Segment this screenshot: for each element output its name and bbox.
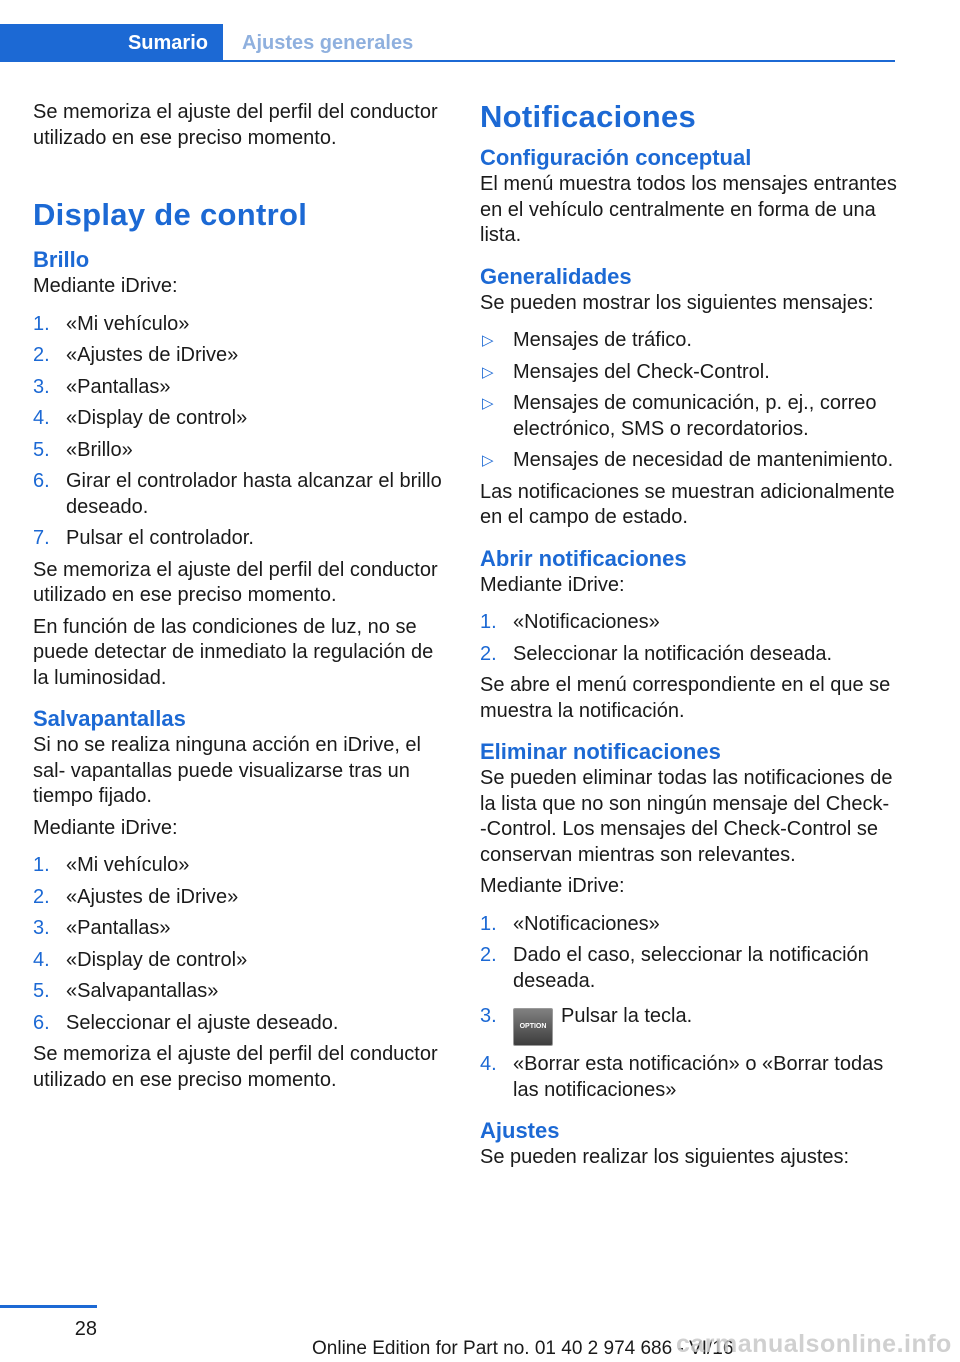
salva-note: Se memoriza el ajuste del perfil del conductor utilizado en ese preciso momento. xyxy=(33,1043,438,1091)
eliminar-via: Mediante iDrive: xyxy=(480,875,625,897)
list-item: 4. «Display de control» xyxy=(33,407,248,429)
brillo-via: Mediante iDrive: xyxy=(33,275,178,297)
subsection-title-ajustes: Ajustes xyxy=(480,1118,560,1143)
generalidades-bullets xyxy=(480,328,900,474)
list-item: 1. «Mi vehículo» xyxy=(33,854,190,876)
eliminar-steps xyxy=(480,912,900,1104)
abrir-steps xyxy=(480,610,900,667)
watermark: carmanualsonline.info xyxy=(676,1330,952,1358)
generalidades-note: Las notificaciones se muestran adicionalmente en el campo de estado. xyxy=(480,480,895,528)
list-item: 2. «Ajustes de iDrive» xyxy=(33,885,239,908)
list-item: 1. «Mi vehículo» xyxy=(33,312,190,335)
list-item: 7. Pulsar el controlador. xyxy=(33,527,254,549)
abrir-note: Se abre el menú correspondiente en el que se muestra la notificación. xyxy=(480,674,891,722)
salva-via: Mediante iDrive: xyxy=(33,816,178,839)
section-title-notificaciones: Notificaciones xyxy=(480,99,697,134)
list-item: 3. OPTION Pulsar la tecla. xyxy=(480,1004,900,1046)
list-item: ▷ Mensajes del Check-Control. xyxy=(482,360,770,383)
abrir-via: Mediante iDrive: xyxy=(480,573,625,596)
list-item: ▷ Mensajes de necesidad de mantenimiento. xyxy=(482,449,894,471)
tab-sumario[interactable]: Sumario xyxy=(0,24,223,62)
subsection-title-eliminar: Eliminar notificaciones xyxy=(480,739,721,764)
left-column xyxy=(33,100,453,1099)
brillo-steps xyxy=(33,312,453,552)
list-item: 1. «Notificaciones» xyxy=(480,611,660,633)
header-divider xyxy=(223,60,895,62)
ajustes-paragraph: Se pueden realizar los siguientes ajustes: xyxy=(480,1146,850,1168)
brillo-note-2: En función de las condiciones de luz, no se puede detectar de inmediato la regulación de la luminosidad. xyxy=(33,615,434,689)
list-item: 6. Girar el controlador hasta alcanzar el brillo deseado. xyxy=(33,470,442,518)
eliminar-paragraph: Se pueden eliminar todas las notificaciones de la lista que no son ningún mensaje del Check- -Control. Los mensajes del Check-Control se conservan mientras son relevantes. xyxy=(480,767,893,866)
salva-steps xyxy=(33,853,453,1036)
list-item: 5. «Brillo» xyxy=(33,438,133,461)
list-item: ▷ Mensajes de tráfico. xyxy=(482,329,692,351)
list-item: 4. «Display de control» xyxy=(33,948,248,971)
page-header xyxy=(0,0,960,62)
list-item: ▷ Mensajes de comunicación, p. ej., correo electrónico, SMS o recordatorios. xyxy=(482,392,877,440)
list-item: 4. «Borrar esta notificación» o «Borrar todas las notificaciones» xyxy=(480,1053,884,1101)
right-column xyxy=(480,98,900,1177)
subsection-title-generalidades: Generalidades xyxy=(480,263,632,289)
subsection-title-salvapantallas: Salvapantallas xyxy=(33,706,186,731)
list-item: 2. Dado el caso, seleccionar la notificación deseada. xyxy=(480,944,869,992)
footer-divider xyxy=(0,1305,97,1308)
section-title-display: Display de control xyxy=(33,197,308,232)
list-item: 1. «Notificaciones» xyxy=(480,912,660,935)
page-number: 28 xyxy=(74,1318,97,1340)
list-item: 6. Seleccionar el ajuste deseado. xyxy=(33,1011,339,1034)
list-item: 2. «Ajustes de iDrive» xyxy=(33,344,239,366)
list-item: 3. «Pantallas» xyxy=(33,375,171,398)
subsection-title-brillo: Brillo xyxy=(33,247,90,272)
subsection-title-abrir: Abrir notificaciones xyxy=(480,545,687,571)
concept-paragraph: El menú muestra todos los mensajes entrantes en el vehículo centralmente en forma de una lista. xyxy=(480,173,897,246)
tab-ajustes-generales[interactable]: Ajustes generales xyxy=(242,31,414,54)
edition-text: Online Edition for Part no. 01 40 2 974 686 - VI/16 xyxy=(312,1338,734,1359)
subsection-title-concept: Configuración conceptual xyxy=(480,145,752,170)
list-item: 2. Seleccionar la notificación deseada. xyxy=(480,642,833,665)
list-item: 3. «Pantallas» xyxy=(33,917,171,939)
list-item: 5. «Salvapantallas» xyxy=(33,980,219,1002)
brillo-note-1: Se memoriza el ajuste del perfil del conductor utilizado en ese preciso momento. xyxy=(33,558,438,606)
intro-paragraph: Se memoriza el ajuste del perfil del conductor utilizado en ese preciso momento. xyxy=(33,101,438,149)
salva-paragraph: Si no se realiza ninguna acción en iDrive, el sal- vapantallas puede visualizarse tras un tiempo fijado. xyxy=(33,734,421,807)
generalidades-paragraph: Se pueden mostrar los siguientes mensajes: xyxy=(480,291,874,314)
option-button-icon: OPTION xyxy=(513,1008,553,1046)
